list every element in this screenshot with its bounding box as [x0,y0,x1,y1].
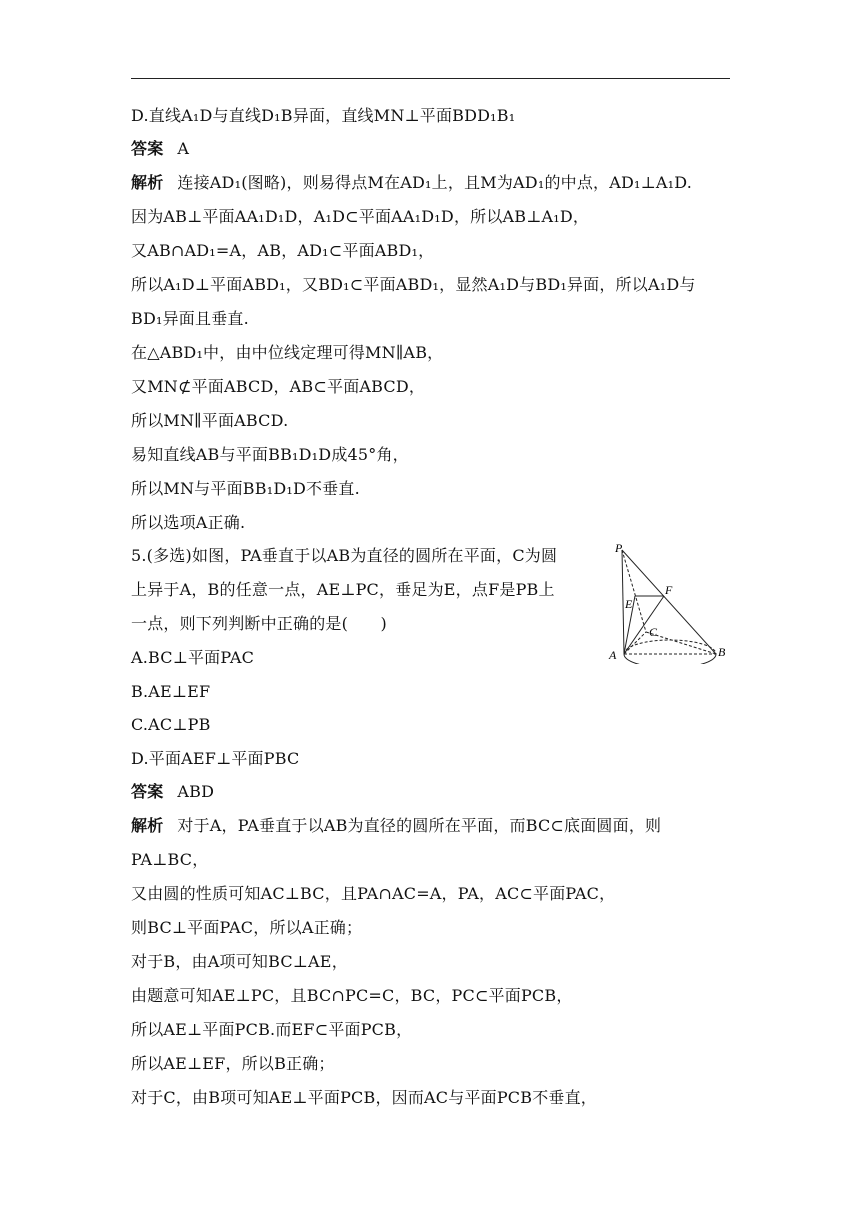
segment-pa [622,550,624,654]
q5-analysis-line: 对于C，由B项可知AE⊥平面PCB，因而AC与平面PCB不垂直， [131,1088,598,1107]
q5-analysis-line: 解析 对于A，PA垂直于以AB为直径的圆所在平面，而BC⊂底面圆面，则 [131,816,662,835]
q5-analysis-line: 又由圆的性质可知AC⊥BC，且PA∩AC=A，PA，AC⊂平面PAC， [131,884,616,903]
q5-stem-line: 上异于A，B的任意一点，AE⊥PC，垂足为E，点F是PB上 [131,580,555,599]
q5-answer-line [131,782,214,802]
prev-answer-line [131,139,189,159]
prev-analysis-line: BD₁异面且垂直. [131,309,249,328]
analysis-label: 解析 [131,816,164,835]
q5-option-c: C.AC⊥PB [131,715,211,734]
answer-label: 答案 [131,139,164,158]
q5-analysis-line: 由题意可知AE⊥PC，且BC∩PC=C，BC，PC⊂平面PCB， [131,986,573,1005]
q5-option-a: A.BC⊥平面PAC [131,648,255,667]
header-rule [131,78,730,79]
prev-analysis-line: 因为AB⊥平面AA₁D₁D，A₁D⊂平面AA₁D₁D，所以AB⊥A₁D， [131,207,590,226]
base-circle-front [624,654,716,664]
label-c: C [649,625,658,639]
prev-analysis-line: 又MN⊄平面ABCD，AB⊂平面ABCD， [131,377,426,396]
segment-pc [622,550,646,632]
prev-analysis-line: 所以MN∥平面ABCD. [131,411,289,430]
segment-pb [622,550,716,654]
prev-analysis-line: 易知直线AB与平面BB₁D₁D成45°角， [131,445,409,464]
analysis-label: 解析 [131,173,164,192]
prev-analysis-line: 所以MN与平面BB₁D₁D不垂直. [131,479,360,498]
prev-answer-value: A [177,139,190,158]
label-b: B [718,645,726,659]
cone-figure [604,540,736,664]
label-f: F [665,583,673,597]
q5-analysis-line: 所以AE⊥EF，所以B正确； [131,1054,335,1073]
q5-stem-line: 5.(多选)如图，PA垂直于以AB为直径的圆所在平面，C为圆 [131,546,558,565]
prev-analysis-line: 又AB∩AD₁=A，AB，AD₁⊂平面ABD₁， [131,241,435,260]
q5-stem-line: 一点，则下列判断中正确的是( ) [131,614,387,633]
base-circle-back [624,640,716,654]
prev-analysis-line: 在△ABD₁中，由中位线定理可得MN∥AB， [131,343,444,362]
q5-option-d: D.平面AEF⊥平面PBC [131,749,300,768]
q5-analysis-line: 所以AE⊥平面PCB.而EF⊂平面PCB， [131,1020,413,1039]
prev-analysis-line: 解析 连接AD₁(图略)，则易得点M在AD₁上，且M为AD₁的中点，AD₁⊥A₁D. [131,173,693,192]
q5-option-b: B.AE⊥EF [131,682,211,701]
q5-answer-value: ABD [177,782,215,801]
q5-analysis-line: 对于B，由A项可知BC⊥AE， [131,952,348,971]
prev-analysis-line: 所以选项A正确. [131,513,246,532]
label-e: E [625,597,633,611]
label-p: P [615,541,623,555]
label-a: A [609,648,617,662]
answer-label: 答案 [131,782,164,801]
prev-analysis-line: 所以A₁D⊥平面ABD₁，又BD₁⊂平面ABD₁，显然A₁D与BD₁异面，所以A₁D与 [131,275,696,294]
q5-analysis-line: PA⊥BC， [131,850,209,869]
q5-analysis-line: 则BC⊥平面PAC，所以A正确； [131,918,363,937]
prev-option-d: D.直线A₁D与直线D₁B异面，直线MN⊥平面BDD₁B₁ [131,106,516,125]
